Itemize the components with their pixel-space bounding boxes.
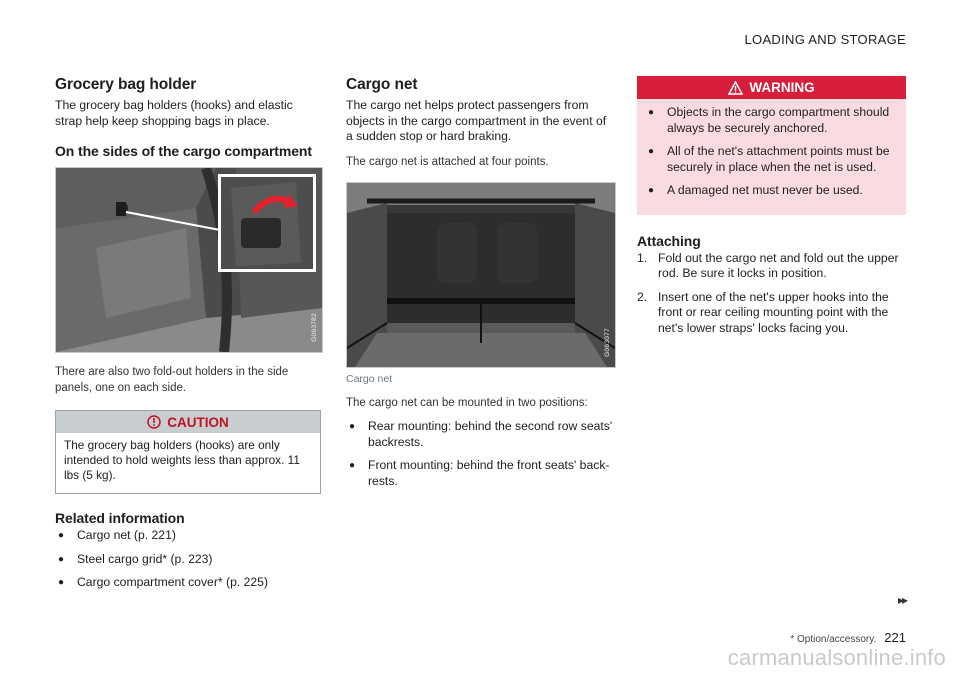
list-item: ● Front mounting: behind the front seats' back-rests. — [349, 458, 610, 488]
bullet: ● — [58, 577, 65, 588]
warning-header — [637, 76, 906, 99]
related-link-steel-cargo-grid[interactable]: ● Steel cargo grid* (p. 223) — [58, 551, 213, 566]
bullet: ● — [58, 553, 65, 565]
step-item: 2. Insert one of the net's upper hooks into the front or rear ceiling mounting point with the net's lower straps' locks facing you. — [637, 289, 889, 335]
image-code: G063782 — [311, 313, 318, 342]
positions-intro: The cargo net can be mounted in two positions: — [346, 396, 588, 409]
bullet: ● — [648, 107, 655, 118]
heading-grocery-bag-holder: Grocery bag holder — [55, 76, 197, 93]
warning-icon — [728, 81, 743, 95]
subheading-cargo-sides: On the sides of the cargo compartment — [55, 143, 312, 159]
list-item: ● A damaged net must never be used. — [648, 183, 863, 197]
caution-label: CAUTION — [167, 414, 229, 430]
cargo-net-image — [346, 182, 616, 368]
cargo-net-caption: Cargo net — [346, 373, 393, 385]
bullet: ● — [648, 185, 655, 196]
caution-text: The grocery bag holders (hooks) are only intended to hold weights less than approx. 11 lbs (5 kg). — [64, 438, 300, 482]
watermark: carmanualsonline.info — [727, 645, 946, 670]
image-code: G063077 — [604, 328, 611, 357]
bullet: ● — [349, 460, 356, 471]
list-item: ● All of the net's attachment points must be securely in place when the net is used. — [648, 144, 890, 174]
bullet: ● — [58, 530, 65, 541]
bullet: ● — [349, 421, 356, 432]
list-item: ● Objects in the cargo compartment should always be securely anchored. — [648, 105, 890, 135]
page-footer — [790, 630, 906, 645]
next-page-arrow-icon[interactable]: ▸▸ — [897, 593, 906, 607]
related-link-cargo-cover[interactable]: ● Cargo compartment cover* (p. 225) — [58, 575, 269, 589]
heading-cargo-net: Cargo net — [346, 76, 418, 93]
step-item: 1. Fold out the cargo net and fold out the upper rod. Be sure it locks in position. — [637, 250, 899, 280]
bullet: ● — [648, 146, 655, 157]
caution-box — [55, 410, 321, 494]
caution-icon — [147, 415, 161, 429]
attached-points-text: The cargo net is attached at four points. — [346, 155, 549, 168]
attaching-heading: Attaching — [637, 232, 701, 249]
warning-label: WARNING — [749, 80, 815, 95]
warning-list — [645, 105, 898, 199]
attaching-steps — [637, 251, 906, 337]
related-link-cargo-net[interactable]: ● Cargo net (p. 221) — [58, 528, 176, 542]
column-warning-attaching — [637, 76, 906, 344]
column-grocery-bag-holder — [55, 76, 321, 599]
grocery-hook-image — [55, 167, 323, 353]
related-info-list — [55, 528, 321, 591]
mounting-positions-list — [346, 419, 614, 489]
related-info-heading: Related information — [55, 510, 185, 526]
page-header-title: LOADING AND STORAGE — [744, 32, 906, 47]
list-item: ● Rear mounting: behind the second row seats' backrests. — [349, 419, 613, 449]
page-number: 221 — [884, 630, 906, 645]
cargo-net-illustration — [347, 183, 615, 367]
grocery-intro: The grocery bag holders (hooks) and elastic strap help keep shopping bags in place. — [55, 98, 293, 128]
column-cargo-net — [346, 76, 614, 497]
warning-box — [637, 76, 906, 215]
caution-header — [56, 411, 320, 433]
footnote: * Option/accessory. — [790, 634, 877, 645]
fold-out-holders-text: There are also two fold-out holders in the side panels, one on each side. — [55, 366, 289, 394]
cargo-side-illustration — [56, 168, 322, 352]
cargo-net-intro: The cargo net helps protect passengers from objects in the cargo compartment in the event of a sudden stop or hard braking. — [346, 98, 607, 143]
